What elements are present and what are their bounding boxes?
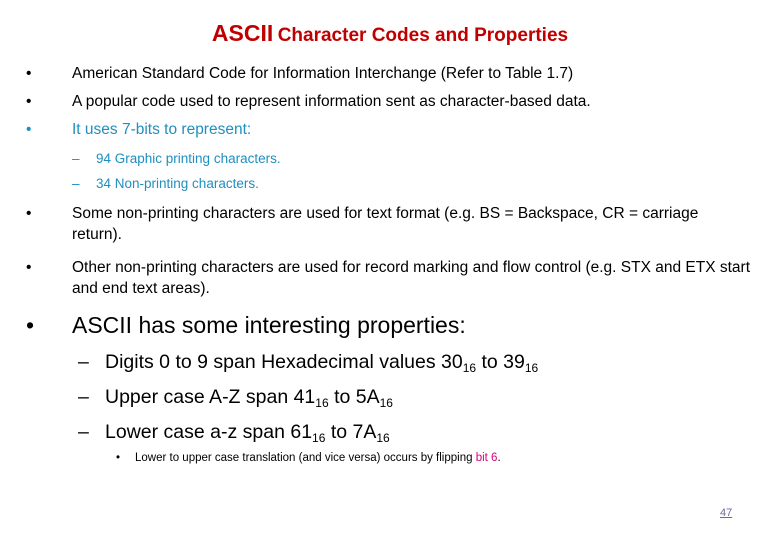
bullet-text: It uses 7-bits to represent:	[72, 121, 252, 138]
property-mid: to 7A	[325, 421, 377, 443]
subscript: 16	[315, 396, 329, 410]
bullet-text: American Standard Code for Information Interchange (Refer to Table 1.7)	[72, 65, 574, 82]
note-post: .	[497, 452, 501, 464]
subscript: 16	[379, 396, 393, 410]
property-dash: –	[78, 386, 89, 408]
sub-bullet-dash: –	[72, 176, 80, 191]
property-pre: Digits 0 to 9 span Hexadecimal values 30	[105, 351, 463, 373]
sub-bullet-dash: –	[72, 151, 80, 166]
bullet-text: A popular code used to represent information sent as character-based data.	[72, 93, 591, 110]
page-number[interactable]: 47	[720, 507, 733, 519]
note-pre: Lower to upper case translation (and vice versa) occurs by flipping	[135, 452, 476, 464]
bullet-dot: •	[116, 452, 121, 464]
note-text	[135, 451, 501, 466]
bullet-dot: •	[26, 93, 32, 110]
slide-title	[0, 20, 780, 47]
property-pre: Upper case A-Z span 41	[105, 386, 316, 408]
title-ascii: ASCII	[211, 20, 274, 46]
bullet-dot: •	[26, 121, 32, 138]
subscript: 16	[312, 431, 326, 445]
subscript: 16	[462, 361, 477, 375]
subscript: 16	[376, 431, 390, 445]
sub-bullet-text: 34 Non-printing characters.	[96, 176, 259, 191]
property-text	[105, 385, 393, 409]
bullet-dot: •	[26, 312, 35, 338]
property-text	[105, 420, 390, 444]
property-mid: to 5A	[328, 386, 380, 408]
property-dash: –	[78, 421, 89, 443]
bullet-dot: •	[26, 65, 32, 82]
main-bullet-text: ASCII has some interesting properties:	[72, 312, 466, 338]
bullet-dot: •	[26, 259, 32, 276]
bullet-text: Other non-printing characters are used for record marking and flow control (e.g. STX and ETX start and end text areas).	[72, 259, 751, 297]
bullet-dot: •	[26, 205, 32, 222]
bullet-text: Some non-printing characters are used for text format (e.g. BS = Backspace, CR = carriage return).	[72, 205, 699, 243]
subscript: 16	[524, 361, 539, 375]
property-text	[105, 350, 538, 374]
property-pre: Lower case a-z span 61	[105, 421, 313, 443]
property-mid: to 39	[476, 351, 525, 373]
title-rest: Character Codes and Properties	[277, 25, 569, 46]
sub-bullet-text: 94 Graphic printing characters.	[96, 151, 281, 166]
property-dash: –	[78, 351, 89, 373]
note-highlight: bit 6	[475, 452, 498, 464]
